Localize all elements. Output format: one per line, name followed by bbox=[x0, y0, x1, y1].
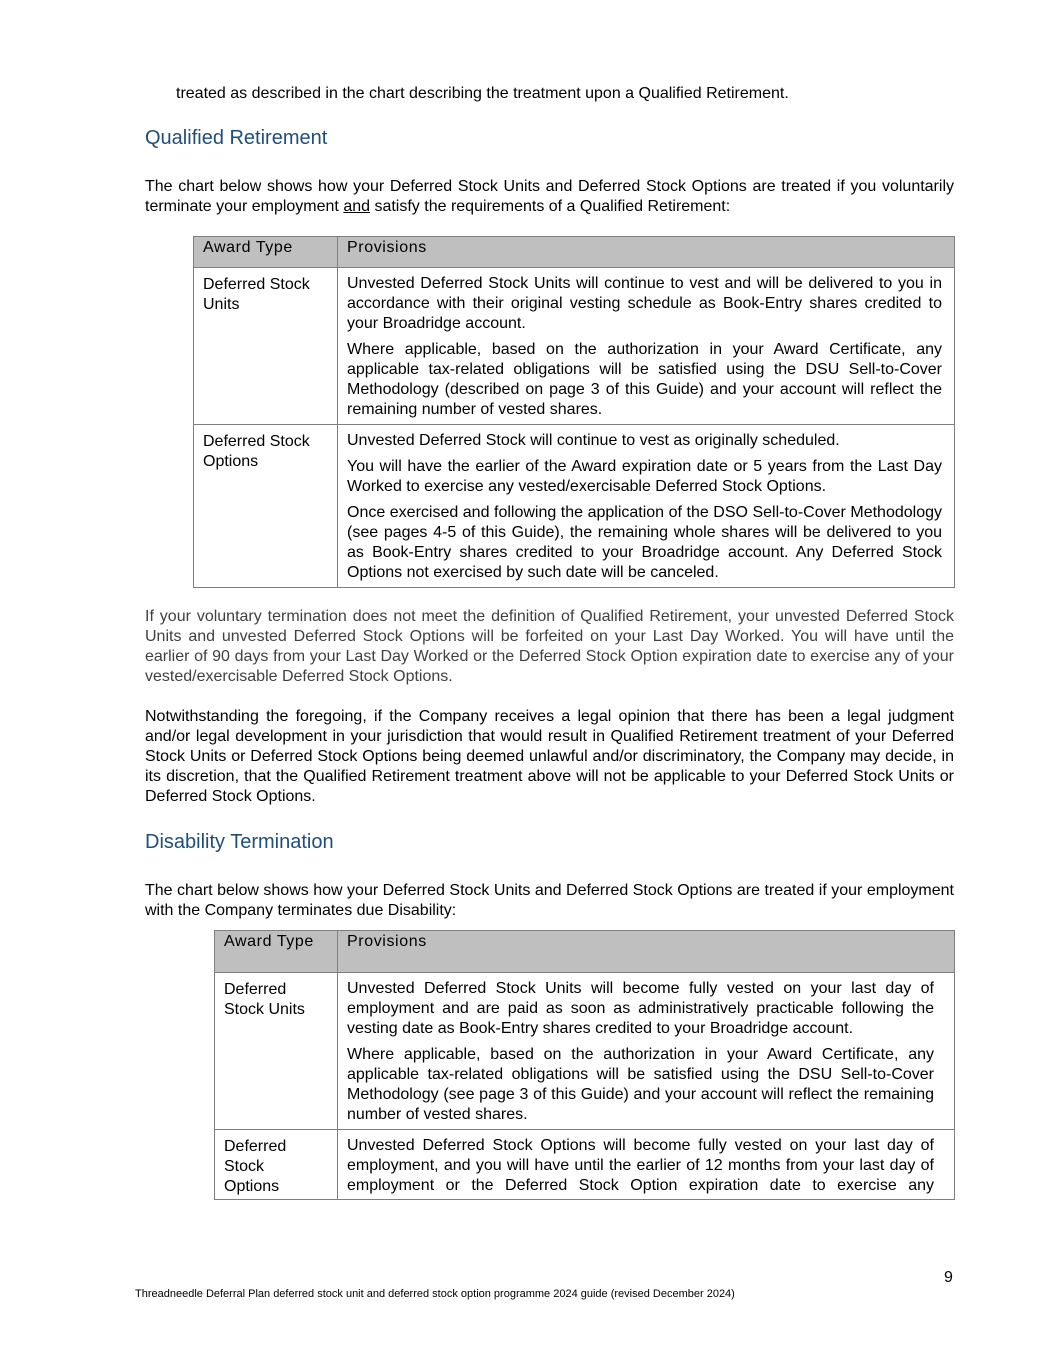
disability-intro: The chart below shows how your Deferred Stock Units and Deferred Stock Options are treated if your employment with the Company terminates due Disability: bbox=[145, 882, 954, 919]
provisions-cell bbox=[338, 973, 955, 1130]
qualified-retirement-heading: Qualified Retirement bbox=[145, 127, 328, 149]
provision-text: Where applicable, based on the authorization in your Award Certificate, any applicable tax-related obligations will be satisfied using the DSU Sell-to-Cover Methodology (described on page 3 of this Guide) and your account will reflect the remaining number of vested shares. bbox=[347, 341, 942, 418]
page-number: 9 bbox=[944, 1269, 953, 1286]
intro-line: treated as described in the chart describing the treatment upon a Qualified Retirement. bbox=[176, 85, 789, 102]
provisions-header: Provisions bbox=[338, 237, 955, 268]
provisions-cell bbox=[338, 425, 955, 588]
provision-text: Where applicable, based on the authorization in your Award Certificate, any applicable tax-related obligations will be satisfied using the DSU Sell-to-Cover Methodology (see page 3 of this Guide) and your account will reflect the remaining number of vested shares. bbox=[347, 1046, 934, 1123]
award-type-cell: Deferred Stock Units bbox=[215, 973, 338, 1130]
table-row bbox=[215, 1130, 955, 1200]
table-row bbox=[194, 268, 955, 425]
award-type-header: Award Type bbox=[194, 237, 338, 268]
provision-text: Unvested Deferred Stock Units will continue to vest and will be delivered to you in accordance with their original vesting schedule as Book-Entry shares credited to your Broadridge account. bbox=[347, 275, 942, 332]
footer-text: Threadneedle Deferral Plan deferred stock unit and deferred stock option programme 2024 guide (revised December 2024) bbox=[135, 1288, 735, 1300]
provisions-cell bbox=[338, 1130, 955, 1200]
provision-text: Unvested Deferred Stock Units will become fully vested on your last day of employment and are paid as soon as administratively practicable following the vesting date as Book-Entry shares credited to your Broadridge account. bbox=[347, 980, 934, 1037]
qualified-retirement-intro: The chart below shows how your Deferred Stock Units and Deferred Stock Options are treated if you voluntarily terminate your employment and satisfy the requirements of a Qualified Retirement: bbox=[145, 178, 954, 215]
table-header-row bbox=[194, 237, 955, 268]
notwithstanding-paragraph: Notwithstanding the foregoing, if the Company receives a legal opinion that there has been a legal judgment and/or legal development in your jurisdiction that would result in Qualified Retirement treatment of your Deferred Stock Units or Deferred Stock Options being deemed unlawful and/or discriminatory, the Company may decide, in its discretion, that the Qualified Retirement treatment above will not be applicable to your Deferred Stock Units or Deferred Stock Options. bbox=[145, 708, 954, 805]
table-row bbox=[215, 973, 955, 1130]
disability-heading: Disability Termination bbox=[145, 831, 334, 853]
award-type-cell: Deferred Stock Options bbox=[215, 1130, 338, 1200]
qualified-retirement-table bbox=[193, 236, 955, 588]
award-type-cell: Deferred Stock Options bbox=[194, 425, 338, 588]
provisions-header: Provisions bbox=[338, 931, 955, 973]
table-row bbox=[194, 425, 955, 588]
provision-text: Once exercised and following the application of the DSO Sell-to-Cover Methodology (see pages 4-5 of this Guide), the remaining whole shares will be delivered to you as Book-Entry shares credited to your Broadridge account. Any Deferred Stock Options not exercised by such date will be canceled. bbox=[347, 504, 942, 581]
award-type-cell: Deferred Stock Units bbox=[194, 268, 338, 425]
non-qualified-paragraph: If your voluntary termination does not meet the definition of Qualified Retirement, your unvested Deferred Stock Units and unvested Deferred Stock Options will be forfeited on your Last Day Worked. You will have until the earlier of 90 days from your Last Day Worked or the Deferred Stock Option expiration date to exercise any of your vested/exercisable Deferred Stock Options. bbox=[145, 608, 954, 685]
provision-text: Unvested Deferred Stock will continue to vest as originally scheduled. bbox=[347, 432, 840, 449]
disability-table bbox=[214, 930, 955, 1200]
provisions-cell bbox=[338, 268, 955, 425]
award-type-header: Award Type bbox=[215, 931, 338, 973]
provision-text: Unvested Deferred Stock Options will become fully vested on your last day of employment, and you will have until the earlier of 12 months from your last day of employment or the Deferred Stock Option expiration date to exercise any bbox=[347, 1137, 934, 1194]
provision-text: You will have the earlier of the Award expiration date or 5 years from the Last Day Worked to exercise any vested/exercisable Deferred Stock Options. bbox=[347, 458, 942, 495]
table-header-row bbox=[215, 931, 955, 973]
